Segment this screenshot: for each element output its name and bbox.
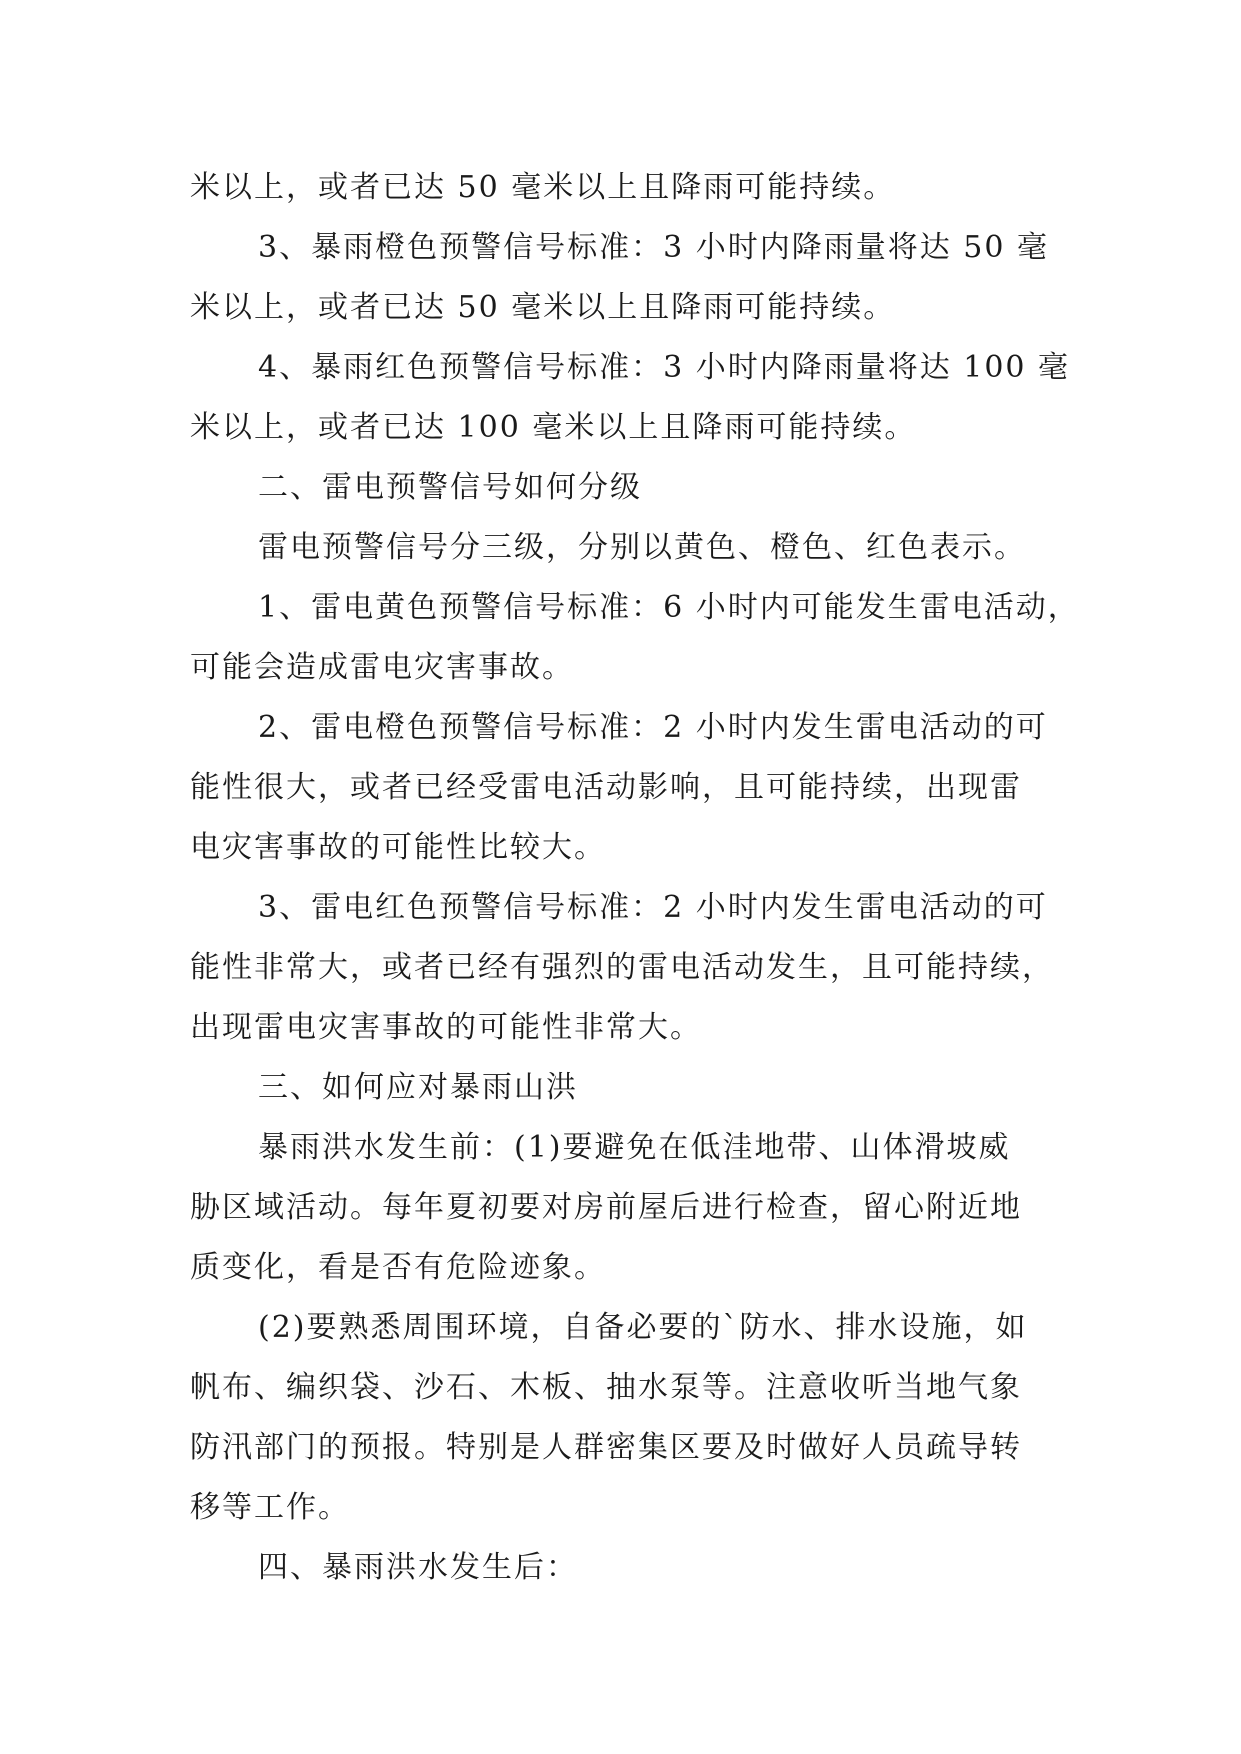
text-line: 4、暴雨红色预警信号标准：3 小时内降雨量将达 100 毫 — [258, 350, 1071, 385]
text-line: 雷电预警信号分三级，分别以黄色、橙色、红色表示。 — [258, 530, 1026, 565]
text-line: 2、雷电橙色预警信号标准：2 小时内发生雷电活动的可 — [258, 710, 1048, 745]
text-line: 帆布、编织袋、沙石、木板、抽水泵等。注意收听当地气象 — [190, 1370, 1022, 1405]
text-line: 暴雨洪水发生前：(1)要避免在低洼地带、山体滑坡威 — [258, 1130, 1011, 1165]
text-line: 米以上，或者已达 100 毫米以上且降雨可能持续。 — [190, 410, 917, 445]
text-line: 出现雷电灾害事故的可能性非常大。 — [190, 1010, 702, 1045]
text-line: 3、雷电红色预警信号标准：2 小时内发生雷电活动的可 — [258, 890, 1048, 925]
document-body — [190, 158, 1080, 1598]
text-line: 可能会造成雷电灾害事故。 — [190, 650, 574, 685]
text-line: 3、暴雨橙色预警信号标准：3 小时内降雨量将达 50 毫 — [258, 230, 1049, 265]
section-heading: 三、如何应对暴雨山洪 — [258, 1070, 578, 1105]
section-heading: 二、雷电预警信号如何分级 — [258, 470, 642, 505]
section-heading: 四、暴雨洪水发生后： — [258, 1550, 578, 1585]
text-line: 防汛部门的预报。特别是人群密集区要及时做好人员疏导转 — [190, 1430, 1022, 1465]
text-line: 米以上，或者已达 50 毫米以上且降雨可能持续。 — [190, 170, 896, 205]
text-line: 1、雷电黄色预警信号标准：6 小时内可能发生雷电活动， — [258, 590, 1080, 625]
text-line: 移等工作。 — [190, 1490, 350, 1525]
text-line: 米以上，或者已达 50 毫米以上且降雨可能持续。 — [190, 290, 896, 325]
text-line: (2)要熟悉周围环境，自备必要的`防水、排水设施，如 — [258, 1310, 1028, 1345]
text-line: 胁区域活动。每年夏初要对房前屋后进行检查，留心附近地 — [190, 1190, 1022, 1225]
text-line: 质变化，看是否有危险迹象。 — [190, 1250, 606, 1285]
text-line: 能性很大，或者已经受雷电活动影响，且可能持续，出现雷 — [190, 770, 1022, 805]
text-line: 电灾害事故的可能性比较大。 — [190, 830, 606, 865]
text-line: 能性非常大，或者已经有强烈的雷电活动发生，且可能持续， — [190, 950, 1054, 985]
